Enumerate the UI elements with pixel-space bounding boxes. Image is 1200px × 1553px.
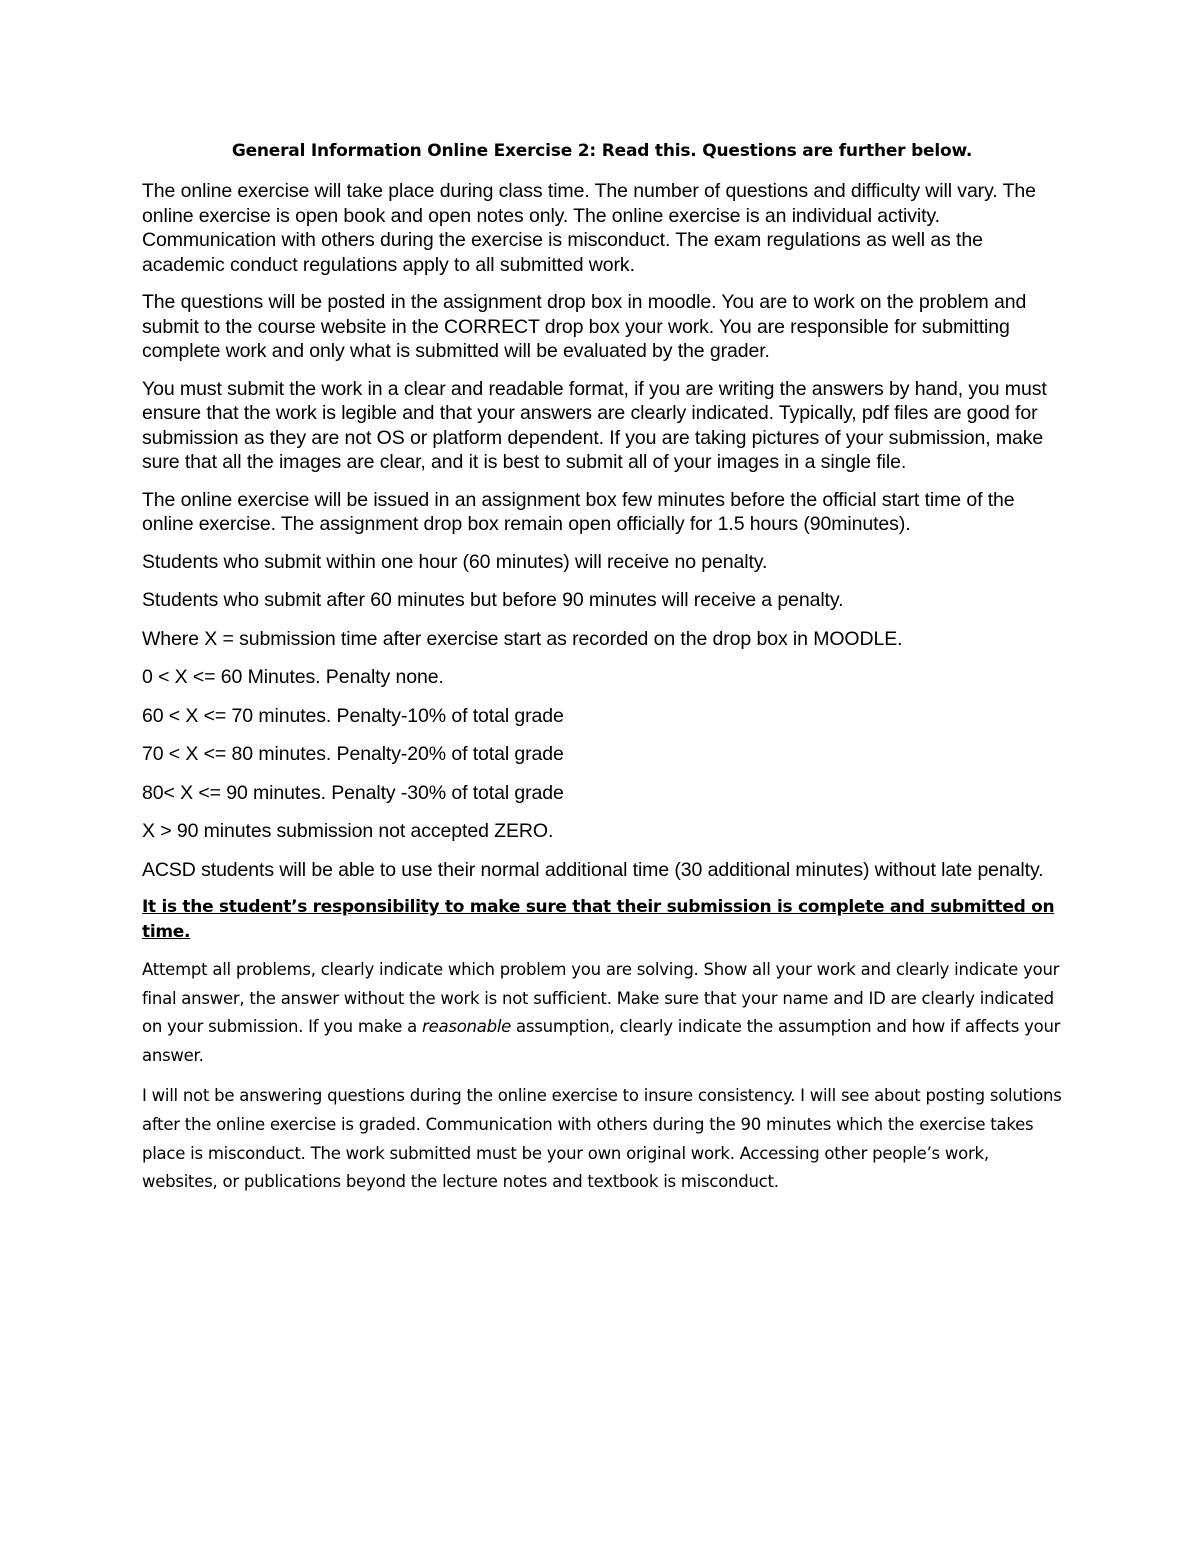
penalty-line: X > 90 minutes submission not accepted ZERO. (142, 820, 554, 842)
paragraph-questions-posted: The questions will be posted in the assignment drop box in moodle. You are to work on the problem and submit to the course website in the CORRECT drop box your work. You are responsible for submitting complete work and only what is submitted will be evaluated by the grader. (142, 291, 1027, 362)
paragraph-acsd: ACSD students will be able to use their normal additional time (30 additional minutes) without late penalty. (142, 858, 1044, 881)
responsibility-notice: It is the student’s responsibility to make sure that their submission is complete and submitted on time. (142, 897, 1055, 942)
penalty-line: 0 < X <= 60 Minutes. Penalty none. (142, 666, 444, 688)
penalty-line: 60 < X <= 70 minutes. Penalty-10% of total grade (142, 704, 564, 727)
paragraph-no-penalty: Students who submit within one hour (60 minutes) will receive no penalty. (142, 550, 768, 573)
paragraph-penalty: Students who submit after 60 minutes but before 90 minutes will receive a penalty. (142, 589, 844, 611)
document-page (142, 140, 1062, 1209)
document-title: General Information Online Exercise 2: Read this. Questions are further below. (231, 141, 973, 161)
paragraph-x-definition: Where X = submission time after exercise start as recorded on the drop box in MOODLE. (142, 627, 903, 650)
attempt-text-italic: reasonable (422, 1017, 512, 1037)
penalty-line: 80< X <= 90 minutes. Penalty -30% of total grade (142, 781, 564, 804)
paragraph-final: I will not be answering questions during the online exercise to insure consistency. I will see about posting solutions after the online exercise is graded. Communication with others during the 90 minutes which the exercise takes place is misconduct. The work submitted must be your own original work. Accessing other people’s work, websites, or publications beyond the lecture notes and textbook is misconduct. (142, 1086, 1062, 1192)
paragraph-attempt (142, 956, 1062, 1070)
paragraph-issue-time: The online exercise will be issued in an assignment box few minutes before the official start time of the online exercise. The assignment drop box remain open officially for 1.5 hours (90minutes). (142, 488, 1015, 535)
penalty-line: 70 < X <= 80 minutes. Penalty-20% of total grade (142, 743, 564, 765)
paragraph-submission-format: You must submit the work in a clear and readable format, if you are writing the answers by hand, you must ensure that the work is legible and that your answers are clearly indicated. Typically, pdf files are good for submission as they are not OS or platform dependent. If you are taking pictures of your submission, make sure that all the images are clear, and it is best to submit all of your images in a single file. (142, 377, 1047, 473)
paragraph-general: The online exercise will take place during class time. The number of questions and difficulty will vary. The online exercise is open book and open notes only. The online exercise is an individual activity. Communication with others during the exercise is misconduct. The exam regulations as well as the academic conduct regulations apply to all submitted work. (142, 180, 1036, 276)
attempt-text-end: assumption, clearly indicate the assumption and how if affects your answer. (142, 1017, 1061, 1065)
attempt-text-start: Attempt all problems, clearly indicate which problem you are solving. Show all your work and clearly indicate your final answer, the answer without the work is not sufficient. Make sure that your name and ID are clearly indicated on your submission. If you make a (142, 960, 1060, 1037)
